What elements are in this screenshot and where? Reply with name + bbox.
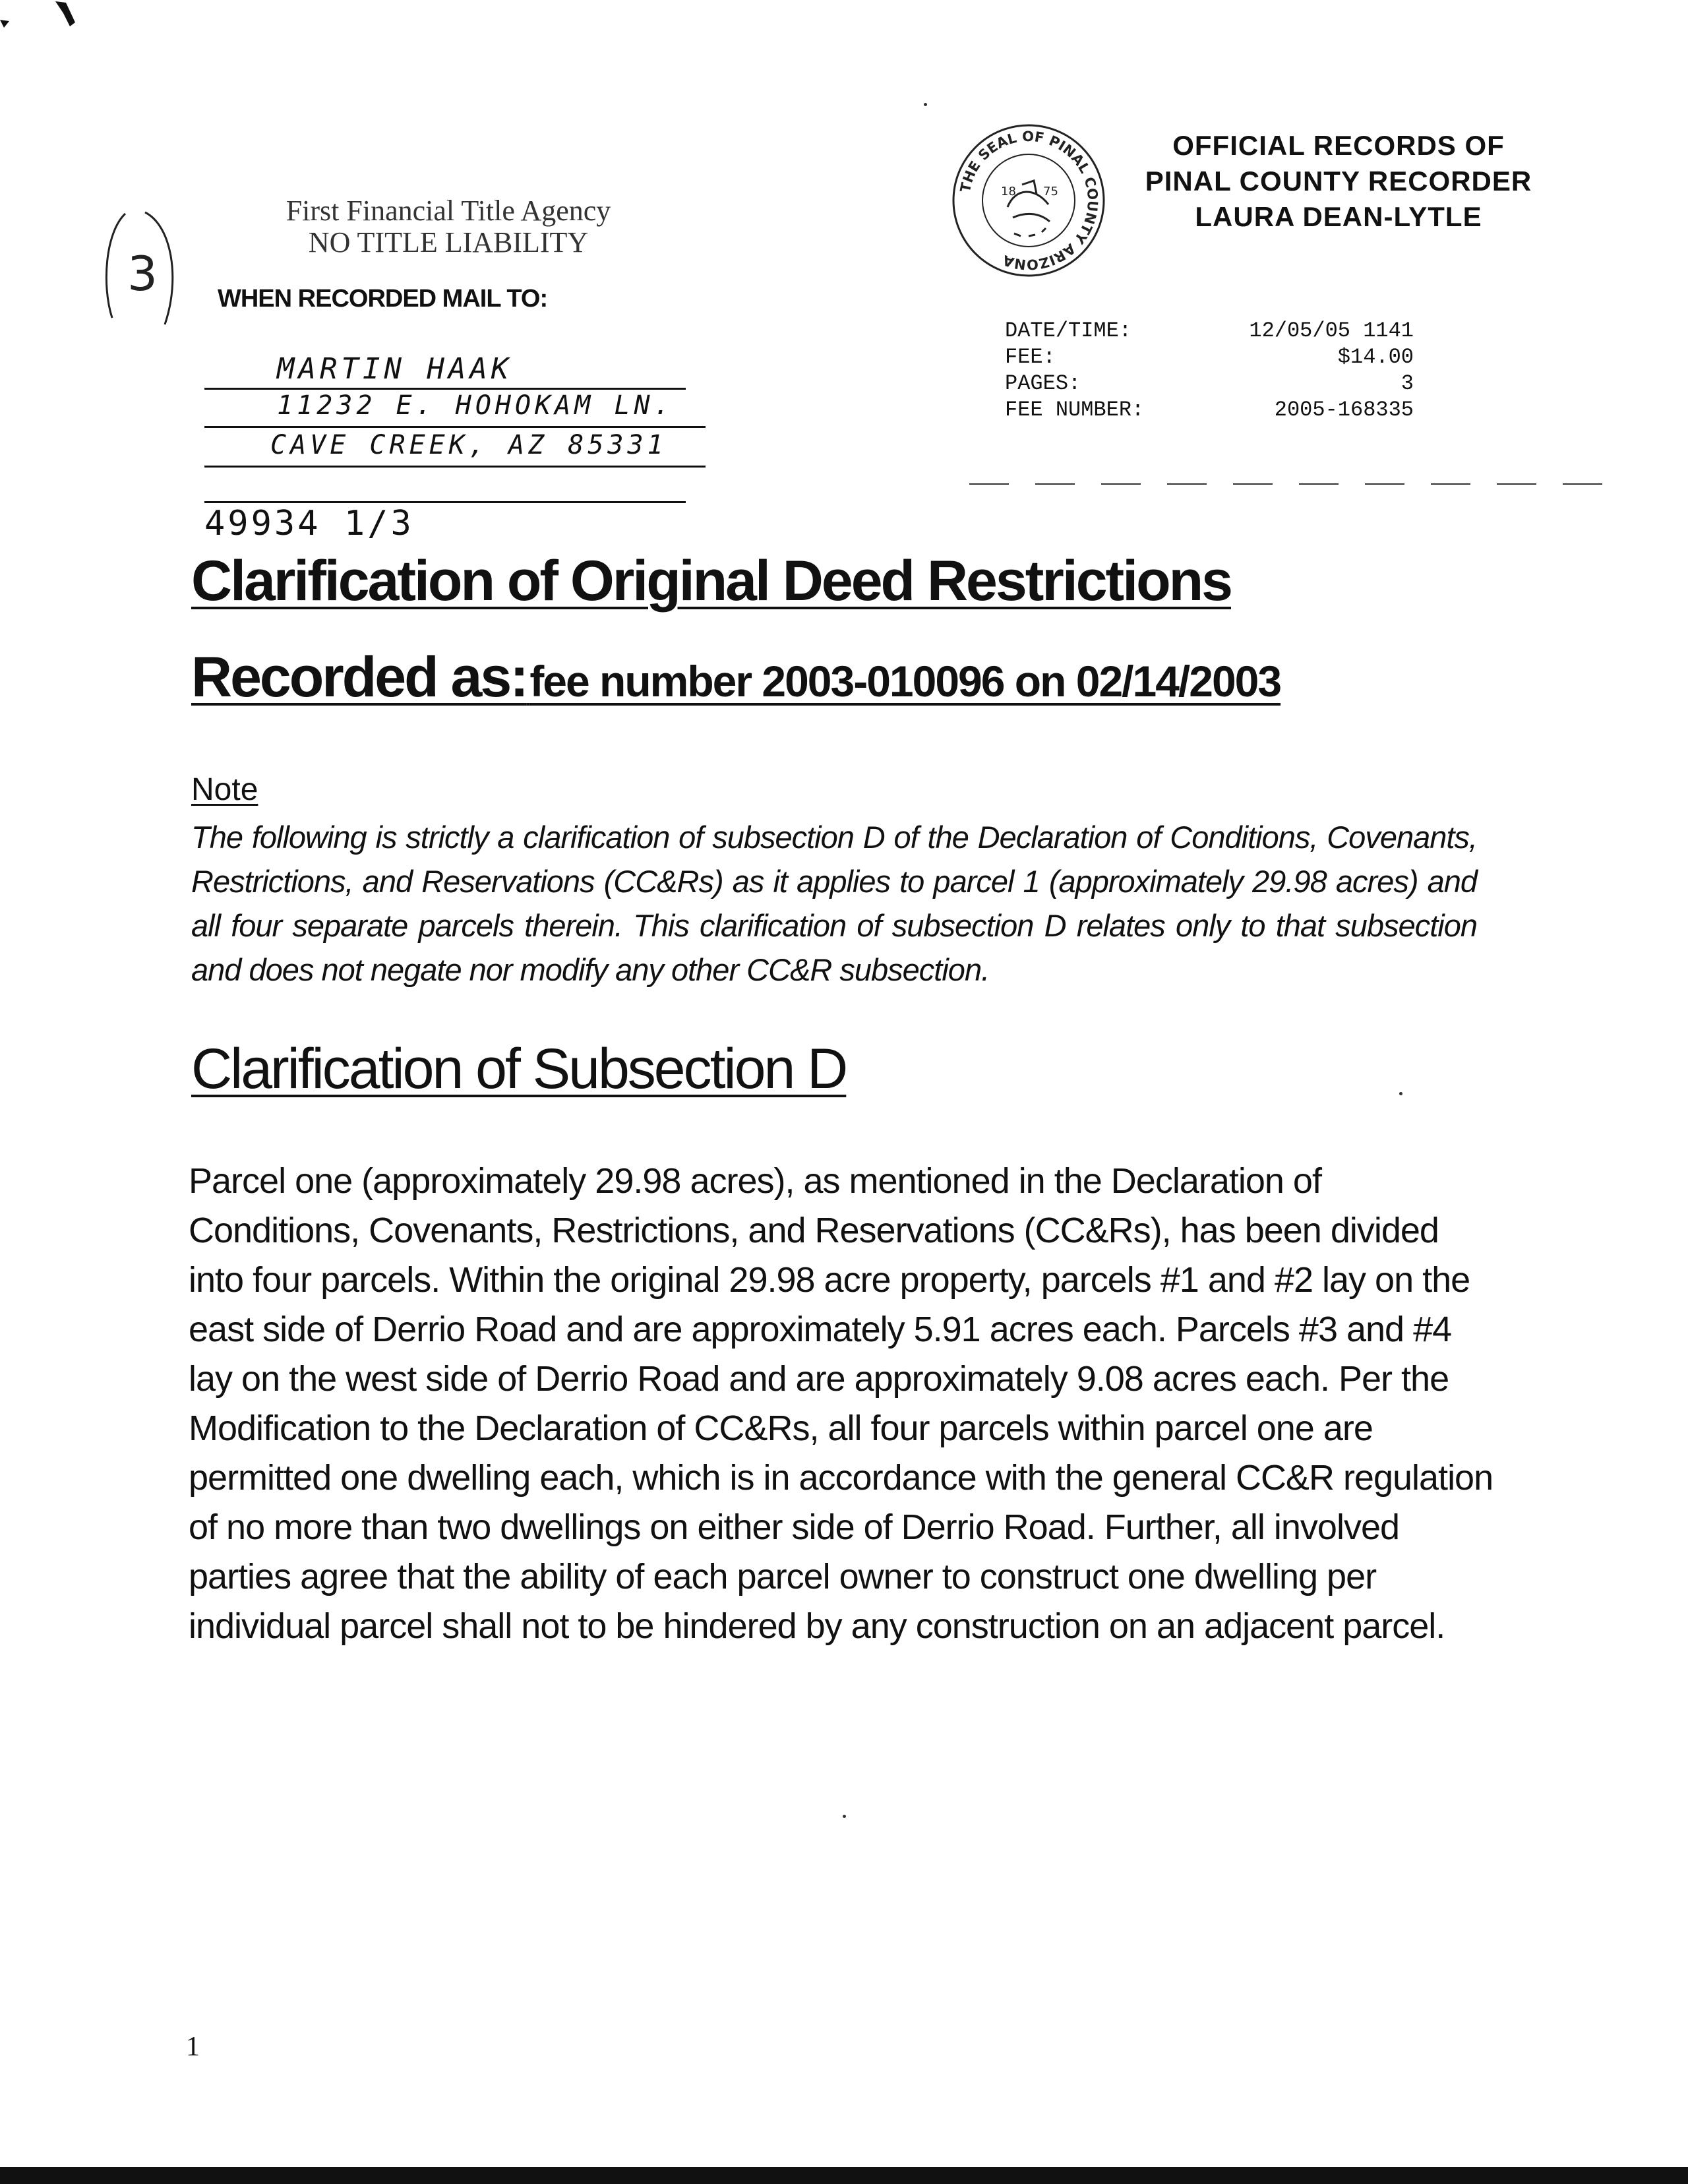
body-paragraph: Parcel one (approximately 29.98 acres), as mentioned in the Declaration of Conditions, Covenants, Restrictions, and Reservations (CC&Rs), has been divided into four parcels. Within the original 29.98 acre property, parcels #1 and #2 lay on the east side of Derrio Road and are approximately 5.91 acres each. Parcels #3 and #4 lay on the west side of Derrio Road and are approximately 9.08 acres each. Per the Modification to the Declaration of CC&Rs, all four parcels within parcel one are permitted one dwelling each, which is in accordance with the general CC&R regulation of no more than two dwellings on either side of Derrio Road. Further, all involved parties agree that the ability of each parcel owner to construct one dwelling per individual parcel shall not to be hindered by any construction on an adjacent parcel. — [189, 1161, 1493, 1646]
scan-dot — [0, 18, 9, 28]
scan-mark — [51, 0, 78, 28]
svg-text:3: 3 — [127, 246, 158, 301]
recorded-as-label: Recorded as: — [191, 646, 527, 709]
address-street: 11232 E. HOHOKAM LN. — [277, 390, 674, 421]
svg-text:18: 18 — [1001, 185, 1016, 198]
date-row — [1005, 318, 1414, 344]
svg-text:75: 75 — [1043, 185, 1058, 198]
address-city: CAVE CREEK, AZ 85331 — [270, 430, 667, 460]
date-value: 12/05/05 1141 — [1249, 318, 1414, 343]
pages-label: PAGES: — [1005, 371, 1081, 396]
note-body: The following is strictly a clarification of subsection D of the Declaration of Conditions, Covenants, Restrictions, and Reservations (CC&Rs) as it applies to parcel 1 (approximately 29.98 acres) and all four separate parcels therein. This clarification of subsection D relates only to that subsection and does not negate nor modify any other CC&R subsection. — [191, 820, 1477, 987]
handwritten-reference: 49934 1/3 — [204, 504, 414, 543]
scan-speck — [1399, 1092, 1402, 1095]
document-title: Clarification of Original Deed Restrictions — [191, 549, 1231, 613]
address-line — [204, 388, 686, 390]
fee-number-row — [1005, 397, 1414, 423]
circled-page-marker — [99, 206, 185, 338]
pages-value: 3 — [1401, 371, 1414, 396]
note-heading: Note — [191, 772, 258, 807]
page-number: 1 — [186, 2032, 200, 2062]
fee-number-value: 2005-168335 — [1274, 398, 1414, 422]
scan-speck — [924, 103, 927, 106]
date-label: DATE/TIME: — [1005, 318, 1132, 343]
address-line — [204, 501, 686, 503]
scan-speck — [843, 1815, 846, 1818]
agency-liability: NO TITLE LIABILITY — [308, 226, 589, 258]
recorded-as-value: fee number 2003-010096 on 02/14/2003 — [529, 657, 1281, 706]
fee-row — [1005, 344, 1414, 371]
fee-label: FEE: — [1005, 345, 1056, 369]
fee-number-label: FEE NUMBER: — [1005, 398, 1145, 422]
address-line — [204, 466, 706, 468]
agency-name: First Financial Title Agency — [286, 195, 611, 227]
official-line-1: OFFICIAL RECORDS OF — [1172, 130, 1505, 161]
agency-stamp — [218, 195, 679, 258]
county-seal-icon — [950, 121, 1108, 280]
recording-info — [1005, 318, 1414, 423]
svg-text:THE SEAL OF PINAL COUNTY ARIZO: THE SEAL OF PINAL COUNTY ARIZONA — [957, 128, 1101, 273]
address-line — [204, 426, 706, 428]
subsection-heading: Clarification of Subsection D — [191, 1037, 847, 1101]
dashed-divider — [969, 481, 1629, 487]
official-line-3: LAURA DEAN-LYTLE — [1195, 201, 1482, 232]
mail-to-label: WHEN RECORDED MAIL TO: — [218, 285, 548, 313]
fee-value: $14.00 — [1337, 345, 1414, 369]
address-name: MARTIN HAAK — [277, 352, 513, 386]
recorder-header — [1114, 128, 1563, 235]
scan-border — [0, 2167, 1688, 2184]
pages-row — [1005, 371, 1414, 397]
official-line-2: PINAL COUNTY RECORDER — [1145, 166, 1532, 197]
recorded-as-line — [191, 645, 1281, 710]
